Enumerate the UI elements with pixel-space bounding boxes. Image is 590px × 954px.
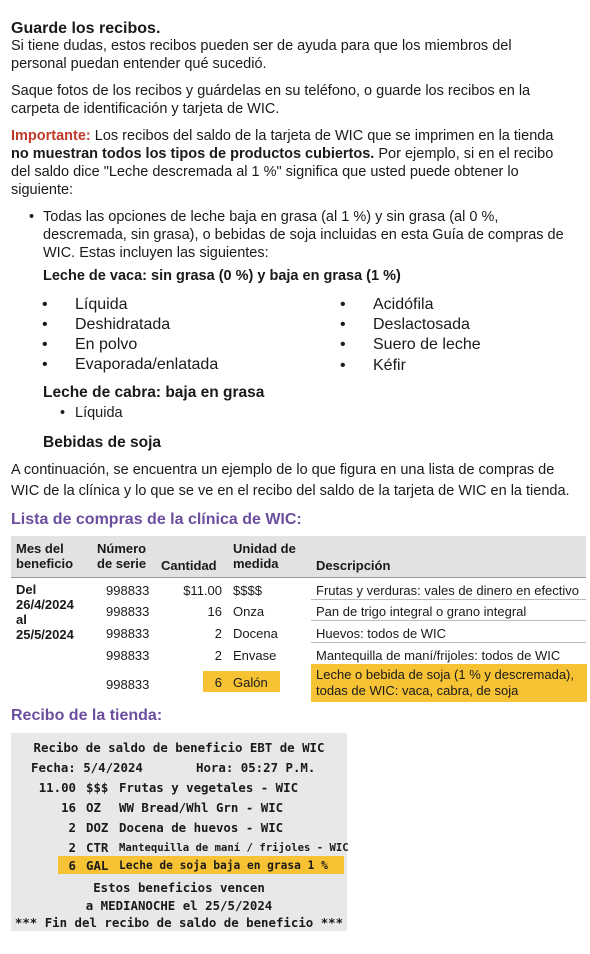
list-item: Deshidratada <box>75 316 171 333</box>
bullet-line: WIC. Estas incluyen las siguientes: <box>43 245 269 261</box>
paragraph-line: WIC de la clínica y lo que se ve en el recibo del saldo de la tarjeta de WIC en la tienda. <box>11 483 570 499</box>
benefit-period: Del 26/4/2024 al 25/5/2024 <box>16 582 74 642</box>
receipt-header: Recibo de saldo de beneficio EBT de WIC <box>33 740 325 755</box>
paragraph-line: siguiente: <box>11 182 74 198</box>
receipt-expire: Estos beneficios vencen <box>93 880 265 895</box>
paragraph-line: personal puedan entender qué sucedió. <box>11 56 267 72</box>
column-header-unit: Unidad de medida <box>233 541 296 571</box>
section-title: Guarde los recibos. <box>11 20 161 37</box>
goat-milk-heading: Leche de cabra: baja en grasa <box>43 384 265 401</box>
cow-milk-heading: Leche de vaca: sin grasa (0 %) y baja en grasa (1 %) <box>43 268 401 284</box>
bullet-dot: • <box>29 209 35 225</box>
list-item: En polvo <box>75 336 138 353</box>
paragraph-line: Si tiene dudas, estos recibos pueden ser de ayuda para que los miembros del <box>11 38 512 54</box>
divider <box>311 620 586 621</box>
list-item: Líquida <box>75 296 128 313</box>
paragraph-line: A continuación, se encuentra un ejemplo de lo que figura en una lista de compras de <box>11 462 555 478</box>
list-item: Evaporada/enlatada <box>75 356 219 373</box>
list-item: Acidófila <box>373 296 434 313</box>
clinic-list-title: Lista de compras de la clínica de WIC: <box>11 511 302 528</box>
list-item: Deslactosada <box>373 316 470 333</box>
receipt-expire: a MEDIANOCHE el 25/5/2024 <box>85 898 273 913</box>
store-receipt-title: Recibo de la tienda: <box>11 707 163 724</box>
list-item: Líquida <box>75 405 123 421</box>
receipt-time: Hora: 05:27 P.M. <box>196 760 316 775</box>
column-header-month: Mes del beneficio <box>16 541 74 571</box>
important-label: Importante: <box>11 128 91 144</box>
bullet-line: descremada, sin grasa), o bebidas de soja incluidas en esta Guía de compras de <box>43 227 564 243</box>
paragraph-line: carpeta de identificación y tarjeta de WIC. <box>11 101 280 117</box>
bullet-line: Todas las opciones de leche baja en grasa (al 1 %) y sin grasa (al 0 %, <box>43 209 499 225</box>
soy-heading: Bebidas de soja <box>43 434 162 451</box>
paragraph-line: Saque fotos de los recibos y guárdelas en su teléfono, o guarde los recibos en la <box>11 83 531 99</box>
divider <box>11 577 586 578</box>
receipt-footer: *** Fin del recibo de saldo de beneficio *** <box>14 915 344 930</box>
paragraph-line: del saldo dice "Leche descremada al 1 %" significa que usted puede obtener lo <box>11 164 519 180</box>
list-item: Kéfir <box>373 357 406 374</box>
important-line: Importante: Los recibos del saldo de la tarjeta de WIC que se imprimen en la tienda <box>11 128 554 144</box>
column-header-description: Descripción <box>316 558 391 573</box>
column-header-serial: Número de serie <box>97 541 147 571</box>
column-header-quantity: Cantidad <box>161 558 217 573</box>
important-line: no muestran todos los tipos de productos cubiertos. Por ejemplo, si en el recibo <box>11 146 554 162</box>
divider <box>311 599 586 600</box>
divider <box>311 642 586 643</box>
list-item: Suero de leche <box>373 336 481 353</box>
receipt-date: Fecha: 5/4/2024 <box>31 760 143 775</box>
